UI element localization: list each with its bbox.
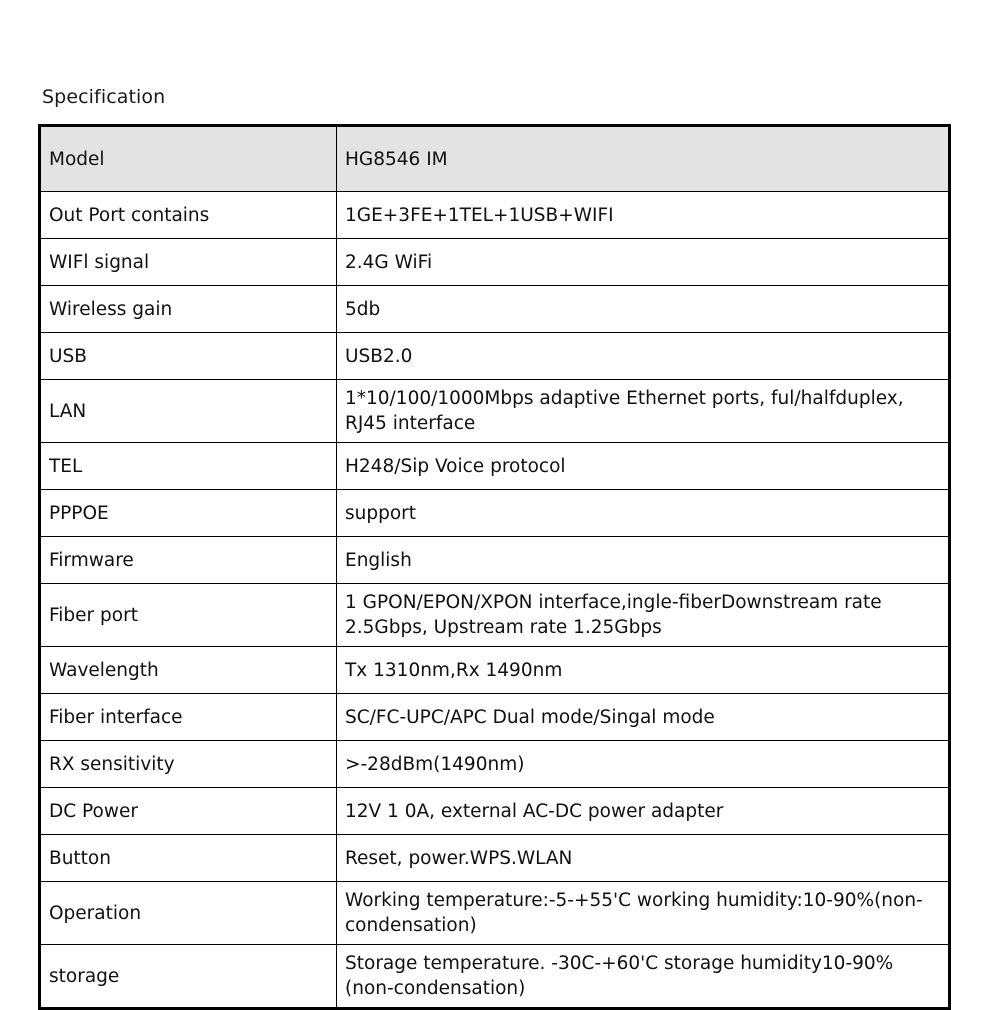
table-row (40, 380, 950, 443)
spec-label-cell: Operation (40, 882, 337, 945)
specification-table (38, 124, 951, 1010)
table-row (40, 584, 950, 647)
table-row (40, 333, 950, 380)
spec-label-cell: LAN (40, 380, 337, 443)
table-row (40, 239, 950, 286)
spec-label-cell: Wavelength (40, 647, 337, 694)
spec-value-cell: >-28dBm(1490nm) (337, 741, 950, 788)
spec-label-cell: DC Power (40, 788, 337, 835)
page-title: Specification (42, 86, 166, 108)
spec-value-cell: 2.4G WiFi (337, 239, 950, 286)
table-row (40, 537, 950, 584)
spec-value-cell: 12V 1 0A, external AC-DC power adapter (337, 788, 950, 835)
spec-value-cell: 1 GPON/EPON/XPON interface,ingle-fiberDownstream rate 2.5Gbps, Upstream rate 1.25Gbps (337, 584, 950, 647)
spec-label-cell: Fiber interface (40, 694, 337, 741)
spec-label-cell: WIFl signal (40, 239, 337, 286)
spec-label-cell: Button (40, 835, 337, 882)
spec-value-cell: support (337, 490, 950, 537)
spec-value-cell: English (337, 537, 950, 584)
spec-value-cell: Storage temperature. -30C-+60'C storage humidity10-90%(non-condensation) (337, 945, 950, 1009)
table-row (40, 286, 950, 333)
spec-value-cell: Reset, power.WPS.WLAN (337, 835, 950, 882)
spec-value-cell: 1*10/100/1000Mbps adaptive Ethernet ports, ful/halfduplex, RJ45 interface (337, 380, 950, 443)
spec-label-cell: TEL (40, 443, 337, 490)
table-row (40, 741, 950, 788)
spec-value-cell: USB2.0 (337, 333, 950, 380)
table-row (40, 647, 950, 694)
header-value-cell: HG8546 IM (337, 126, 950, 192)
table-row (40, 882, 950, 945)
spec-value-cell: 1GE+3FE+1TEL+1USB+WIFI (337, 192, 950, 239)
header-label-cell: Model (40, 126, 337, 192)
spec-label-cell: RX sensitivity (40, 741, 337, 788)
spec-label-cell: USB (40, 333, 337, 380)
table-row (40, 788, 950, 835)
table-header-row (40, 126, 950, 192)
specification-table-container (38, 124, 948, 1010)
specification-table-body (40, 126, 950, 1009)
table-row (40, 945, 950, 1009)
spec-label-cell: Out Port contains (40, 192, 337, 239)
spec-value-cell: Working temperature:-5-+55'C working humidity:10-90%(non-condensation) (337, 882, 950, 945)
table-row (40, 835, 950, 882)
table-row (40, 192, 950, 239)
spec-value-cell: Tx 1310nm,Rx 1490nm (337, 647, 950, 694)
spec-label-cell: Fiber port (40, 584, 337, 647)
table-row (40, 443, 950, 490)
table-row (40, 694, 950, 741)
spec-value-cell: 5db (337, 286, 950, 333)
spec-label-cell: Firmware (40, 537, 337, 584)
spec-label-cell: PPPOE (40, 490, 337, 537)
spec-value-cell: SC/FC-UPC/APC Dual mode/Singal mode (337, 694, 950, 741)
spec-value-cell: H248/Sip Voice protocol (337, 443, 950, 490)
table-row (40, 490, 950, 537)
spec-label-cell: storage (40, 945, 337, 1009)
spec-label-cell: Wireless gain (40, 286, 337, 333)
